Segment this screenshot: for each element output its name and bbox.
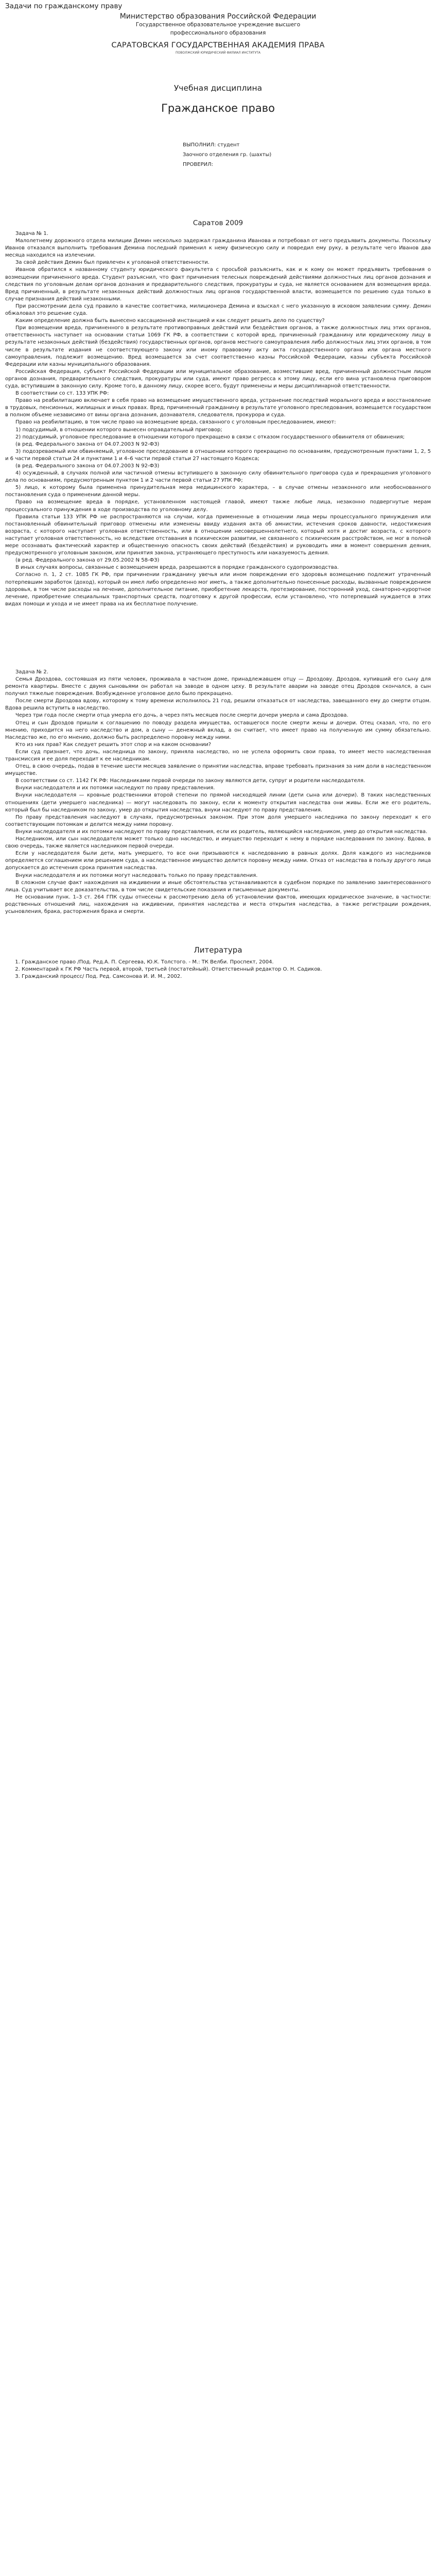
paragraph: (в ред. Федерального закона от 29.05.2002 N 58-ФЗ) <box>15 557 160 564</box>
institution-line-2: профессионального образования <box>170 30 266 36</box>
paragraph: Внуки наследодателя и их потомки наследуют по праву представления. <box>15 785 215 791</box>
literature-title: Литература <box>194 945 242 955</box>
ministry-line: Министерство образования Российской Федерации <box>119 12 317 21</box>
paragraph: Отец и сын Дроздов пришли к соглашению по поводу раздела имущества, оставшегося после смерти жены и дочери. Отец сказал, что, по его мнению, приходится на него наследство и дом, а сыну — денежный вклад, а он считает, что имеет право на полученную им сумму обязательно. Наследство же, по его мнению, должно быть распределено поровну между ними. <box>5 720 431 740</box>
paragraph: Если суд признает, что дочь, наследница по закону, приняла наследство, но не успела оформить свои права, то имеет место наследственная трансмиссия и ее доля переходит к ее наследникам. <box>5 749 431 762</box>
subject-title: Гражданское право <box>161 102 275 114</box>
paragraph: 2) подсудимый, уголовное преследование в отношении которого прекращено в связи с отказом государственного обвинителя от обвинения; <box>15 434 405 440</box>
literature-item: 2. Комментарий к ГК РФ Часть первой, второй, третьей (постатейный). Ответственный редактор О. Н. Садиков. <box>22 966 431 973</box>
literature-item: 1. Гражданское право /Под. Ред.А. П. Сергеева, Ю.К. Толстого. - М.: ТК Велби. Проспект, 2004. <box>22 959 431 966</box>
paragraph: 4) осужденный, в случаях полной или частичной отмены вступившего в законную силу обвинительного приговора суда и прекращения уголовного дела по основаниям, предусмотренным пунктом 1 и 2 части первой статьи 27 УПК РФ; <box>5 470 431 484</box>
paragraph: Не основании пунк. 1–3 ст. 264 ГПК суды отнесены к рассмотрению дела об установлении фактов, имеющих юридическое значение, в частности: родственных отношений лиц, нахождения на иждивении, принятия наследства и места открытия наследства, а также регистрации рождения, усыновления, брака, расторжения брака и смерти. <box>5 894 431 914</box>
task2-heading: Задача № 2. <box>15 669 48 675</box>
completed-by: ВЫПОЛНИЛ: студент <box>183 142 240 148</box>
department-line: Заочного отделения гр. (шахты) <box>183 152 272 158</box>
paragraph: Если у наследодателя были дети, мать умершего, то все они призываются к наследованию в равных долях. Доля каждого из наследников определяется соглашением или решением суда, а наследственное имущество делится поровну между ними. Отказ от наследства в пользу другого лица допускается до истечения срока принятия наследства. <box>5 851 431 871</box>
paragraph: В соответствии со ст. 133 УПК РФ: <box>15 391 109 397</box>
document-top-label: Задачи по гражданскому праву <box>5 2 123 10</box>
paragraph: Право на реабилитацию, в том числе право на возмещение вреда, связанного с уголовным преследованием, имеют: <box>15 419 336 426</box>
author-info <box>183 140 431 170</box>
paragraph: Согласно п. 1, 2 ст. 1085 ГК РФ, при причинении гражданину увечья или ином повреждении его здоровья возмещению подлежит утраченный потерпевшим заработок (доход), который он имел либо определенно мог иметь, а также дополнительно понесенные расходы, вызванные повреждением здоровья, в том числе расходы на лечение, дополнительное питание, приобретение лекарств, протезирование, посторонний уход, санаторно-курортное лечение, приобретение специальных транспортных средств, подготовку к другой профессии, если установлено, что потерпевший нуждается в этих видах помощи и ухода и не имеет права на их бесплатное получение. <box>5 572 431 607</box>
paragraph: Российская Федерация, субъект Российской Федерации или муниципальное образование, возместившие вред, причиненный должностным лицом органов дознания, предварительного следствия, прокуратуры или суда, имеют право регресса к этому лицу, если его вина установлена приговором суда, вступившим в законную силу. Кроме того, в данному лицу, скорее всего, будут применены и меры дисциплинарной ответственности. <box>5 368 431 389</box>
paragraph: Кто из них прав? Как следует решить этот спор и на каком основании? <box>15 741 212 748</box>
paragraph: Право на возмещение вреда в порядке, установленном настоящей главой, имеют также любые лица, незаконно подвергнутые мерам процессуального принуждения в ходе производства по уголовному делу. <box>5 499 431 513</box>
paragraph: (в ред. Федерального закона от 04.07.2003 N 92-ФЗ) <box>15 463 160 469</box>
paragraph: 5) лицо, к которому была применена принудительная мера медицинского характера, – в случае отмены незаконного или необоснованного постановления суда о применении данной меры. <box>5 485 431 498</box>
paragraph: В соответствии со ст. 1142 ГК РФ: Наследниками первой очереди по закону являются дети, супруг и родители наследодателя. <box>15 778 365 784</box>
paragraph: 1) подсудимый, в отношении которого вынесен оправдательный приговор; <box>15 427 222 433</box>
paragraph: За свой действия Демин был привлечен к уголовной ответственности. <box>15 260 210 266</box>
branch-name: ПОВОЛЖСКИЙ ЮРИДИЧЕСКИЙ ФИЛИАЛ ИНСТИТУТА <box>176 51 260 55</box>
paragraph: В сложном случае факт нахождения на иждивении и иные обстоятельства устанавливаются в судебном порядке по заявлению заинтересованного лица. Суд учитывает все доказательства, в том числе свидетельские показания и письменные документы. <box>5 879 431 893</box>
paragraph: По праву представления наследуют в случаях, предусмотренных законом. При этом доля умершего наследника по закону переходит к его соответствующим потомкам и делится между ними поровну. <box>5 814 431 827</box>
task1-body <box>5 238 431 608</box>
literature-list <box>5 959 431 980</box>
paragraph: 3) подозреваемый или обвиняемый, уголовное преследование в отношении которого прекращено по основаниям, предусмотренным пунктами 1, 2, 5 и 6 части первой статьи 24 и пунктами 1 и 4–6 части первой статьи 27 настоящего Кодекса; <box>5 448 431 462</box>
literature-item: 3. Гражданский процесс/ Под. Ред. Самсонова И. И. М., 2002. <box>22 973 431 980</box>
city-year: Саратов 2009 <box>193 219 243 227</box>
paragraph: В иных случаях вопросы, связанные с возмещением вреда, разрешаются в порядке гражданского судопроизводства. <box>15 565 339 571</box>
paragraph: (в ред. Федерального закона от 04.07.2003 N 92-ФЗ) <box>15 441 160 447</box>
paragraph: Семья Дроздова, состоявшая из пяти человек, проживала в частном доме, принадлежавшем отцу — Дроздову. Дроздов, купивший его сыну для ремонта квартиры. Вместе с двумя сыновьями он работал на заводе в одном цеху. В результате аварии на заводе отец Дроздов скончался, а сын получил тяжелые повреждения. Возбужденное уголовное дело было прекращено. <box>5 676 431 697</box>
paragraph: Внуки наследодателя и их потомки наследуют по праву представления, если их родитель, являющийся наследником, умер до открытия наследства. <box>15 828 428 835</box>
paragraph: Право на реабилитацию включает в себя право на возмещение имущественного вреда, устранение последствий морального вреда и восстановление в трудовых, пенсионных, жилищных и иных правах. Вред, причиненный гражданину в результате уголовного преследования, возмещается государством в полном объеме независимо от вины органа дознания, дознавателя, следователя, прокурора и суда. <box>5 398 431 418</box>
task2-body <box>5 676 431 916</box>
paragraph: Внуки наследодателя и их потомки могут наследовать только по праву представления. <box>15 872 258 878</box>
institution-line-1: Государственное образовательное учреждение высшего <box>135 22 301 28</box>
paragraph: Каким определение должна быть вынесено кассационной инстанцией и как следует решить дело по существу? <box>15 318 325 324</box>
academy-name: САРАТОВСКАЯ ГОСУДАРСТВЕННАЯ АКАДЕМИЯ ПРАВА <box>111 41 325 49</box>
task1-heading: Задача № 1. <box>15 231 48 236</box>
paragraph: Правила статьи 133 УПК РФ не распространяются на случаи, когда примененные в отношении лица меры процессуального принуждения или постановленный обвинительный приговор отменены или изменены ввиду издания акта об амнистии, истечения сроков давности, недостижения возраста, с которого наступает уголовная ответственность, или в отношении несовершеннолетнего, который хотя и достиг возраста, с которого наступает уголовная ответственность, но вследствие отставания в психическом развитии, не связанного с психическим расстройством, не мог в полной мере осознавать фактический характер и общественную опасность своих действий (бездействия) и руководить ими в момент совершения деяния, предусмотренного уголовным законом, или принятия закона, устраняющего преступность или наказуемость деяния. <box>5 514 431 556</box>
paragraph: После смерти Дроздова вдову, которому к тому времени исполнилось 21 год, решили отказаться от наследства, завещанного ему до смерти отцом. Вдова решила вступить в наследство. <box>5 698 431 711</box>
paragraph: Наследником, или сын наследодателя может только одно наследство, и имущество переходит к нему в порядке наследования по закону. Вдова, в свою очередь, также является наследником первой очереди. <box>5 836 431 850</box>
discipline-label: Учебная дисциплина <box>173 83 263 93</box>
paragraph: Малолетнему дорожного отдела милиции Демин несколько задержал гражданина Иванова и потребовал от него предъявить документы. Поскольку Иванов отказался выполнить требования Демина последний применил к нему физическую силу и повредил ему руку, в результате чего Иванов два месяца находился на излечении. <box>5 238 431 259</box>
paragraph: Через три года после смерти отца умерла его дочь, а через пять месяцев после смерти дочери умерла и сама Дроздова. <box>15 713 348 719</box>
paragraph: При рассмотрении дела суд правило в качестве соответчика, милиционера Демина и взыскал с него указанную в исковом заявлении сумму. Демин обжаловал это решение суда. <box>5 303 431 317</box>
paragraph: Иванов обратился к названному студенту юридического факультета с просьбой разъяснить, как и к кому он может предъявить требования о возмещении причиненного вреда. Студент разъяснил, что факт причинения телесных повреждений действиями должностных лиц органов дознания и следствия по уголовным делам органов дознания и предварительного следствия, прокуратуры и суда, не является основанием для возмещения вреда. Вред причиненный, в результате незаконных действий должностных лиц органов государственной власти, возмещается по решению суда только в случае признания действий незаконными. <box>5 267 431 302</box>
checked-by: ПРОВЕРИЛ: <box>183 162 213 167</box>
paragraph: Отец, в свою очередь, подав в течение шести месяцев заявление о принятии наследства, вправе требовать признания за ним доли в наследственном имуществе. <box>5 764 431 777</box>
paragraph: При возмещении вреда, причиненного в результате противоправных действий или бездействия органов, а также должностных лиц этих органов, ответственность наступает на основании статьи 1069 ГК РФ, в соответствии с которой вред, причиненный гражданину или юридическому лицу в результате незаконных действий (бездействия) государственных органов, органов местного самоуправления либо должностных лиц этих органов, в том числе в результате издания не соответствующего закону или иному правовому акту акта государственного органа или органа местного самоуправления, подлежит возмещению. Вред возмещается за счет соответственно казны Российской Федерации, казны субъекта Российской Федерации или казны муниципального образования. <box>5 325 431 367</box>
document-page <box>0 0 436 980</box>
paragraph: Внуки наследодателя — кровные родственники второй степени по прямой нисходящей линии (дети сына или дочери). В таких наследственных отношениях (дети умершего наследника) — могут наследовать по закону, если к моменту открытия наследства они живы. Если же его родитель, который был бы наследником по закону, умер до открытия наследства, внуки наследуют по праву представления. <box>5 792 431 813</box>
